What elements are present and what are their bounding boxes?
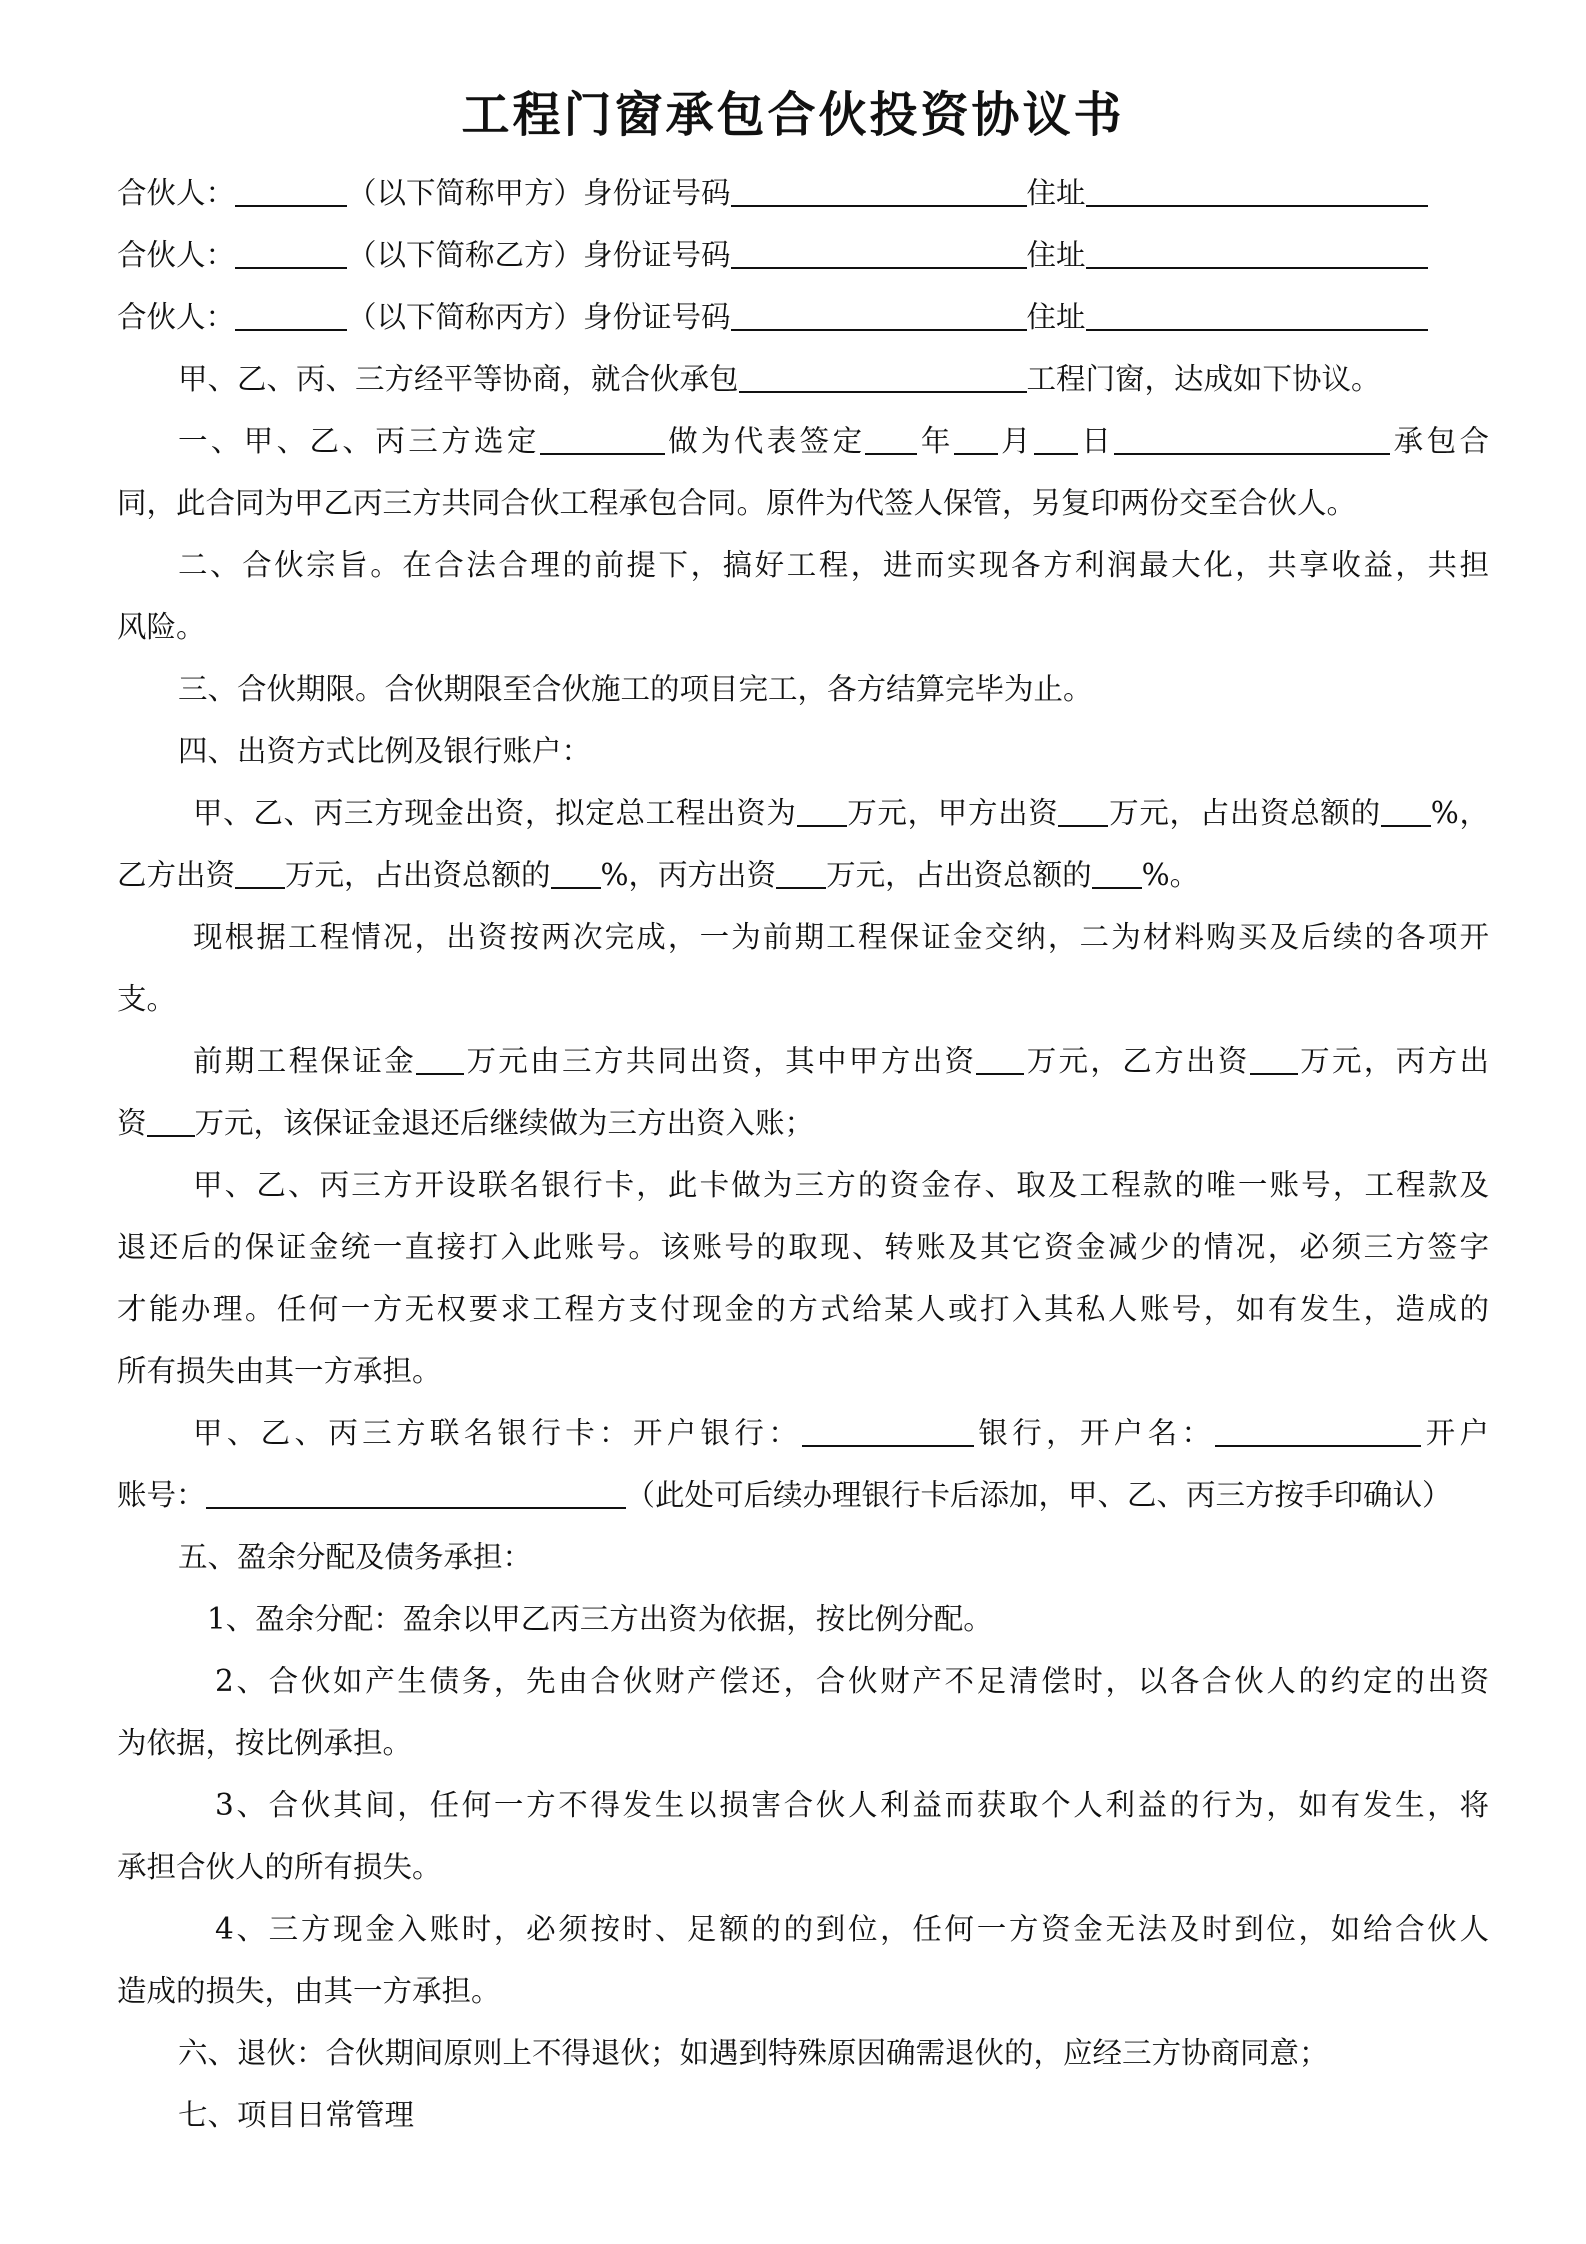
- section-4-p1-line-2: 乙方出资 万元，占出资总额的 %，丙方出资 万元，占出资总额的 %。: [117, 858, 1200, 892]
- account-number-blank[interactable]: [206, 1477, 626, 1509]
- bank-name-blank[interactable]: [802, 1415, 974, 1447]
- yi-percent-blank[interactable]: [551, 857, 601, 889]
- deposit-total-blank[interactable]: [416, 1043, 464, 1075]
- section-4-p4-line-3: 才能办理。任何一方无权要求工程方支付现金的方式给某人或打入其私人账号，如有发生，造成的: [117, 1292, 1489, 1326]
- section-2-line-2: 风险。: [117, 610, 206, 644]
- document-body: [117, 162, 1489, 2146]
- yi-investment-blank[interactable]: [235, 857, 285, 889]
- section-6: 六、退伙：合伙期间原则上不得退伙；如遇到特殊原因确需退伙的，应经三方协商同意；: [178, 2036, 1329, 2070]
- section-4-p3-line-2: 资 万元，该保证金退还后继续做为三方出资入账；: [117, 1106, 815, 1140]
- section-1-line-2: 同，此合同为甲乙丙三方共同合伙工程承包合同。原件为代签人保管，另复印两份交至合伙人。: [117, 486, 1357, 520]
- address-blank[interactable]: [1086, 237, 1428, 269]
- name-blank[interactable]: [235, 237, 347, 269]
- year-blank[interactable]: [865, 423, 917, 455]
- day-blank[interactable]: [1034, 423, 1078, 455]
- id-number-blank[interactable]: [731, 237, 1027, 269]
- project-name-blank[interactable]: [739, 361, 1027, 393]
- party-row-jia: 合伙人： （以下简称甲方）身份证号码 住址: [117, 162, 1489, 224]
- name-blank[interactable]: [235, 175, 347, 207]
- section-5-item-4-line-1: 4、三方现金入账时，必须按时、足额的的到位，任何一方资金无法及时到位，如给合伙人: [215, 1912, 1489, 1946]
- deposit-yi-blank[interactable]: [1250, 1043, 1298, 1075]
- section-1-line-1: 一、甲、乙、丙三方选定 做为代表签定 年 月 日 承包合: [178, 424, 1489, 458]
- name-blank[interactable]: [235, 299, 347, 331]
- deposit-bing-blank[interactable]: [147, 1105, 195, 1137]
- contract-name-blank[interactable]: [1114, 423, 1390, 455]
- section-5-item-3-line-2: 承担合伙人的所有损失。: [117, 1850, 442, 1884]
- section-5-item-3-line-1: 3、合伙其间，任何一方不得发生以损害合伙人利益而获取个人利益的行为，如有发生，将: [215, 1788, 1489, 1822]
- section-4-p5-line-2: 账号： （此处可后续办理银行卡后添加，甲、乙、丙三方按手印确认）: [117, 1478, 1452, 1512]
- section-3: 三、合伙期限。合伙期限至合伙施工的项目完工，各方结算完毕为止。: [178, 672, 1093, 706]
- section-5-item-4-line-2: 造成的损失，由其一方承担。: [117, 1974, 501, 2008]
- intro-paragraph: 甲、乙、丙、三方经平等协商，就合伙承包 工程门窗，达成如下协议。: [178, 362, 1381, 396]
- section-7-heading: 七、项目日常管理: [178, 2098, 415, 2132]
- address-blank[interactable]: [1086, 175, 1428, 207]
- section-4-p2-line-2: 支。: [117, 982, 177, 1016]
- section-4-p4-line-1: 甲、乙、丙三方开设联名银行卡，此卡做为三方的资金存、取及工程款的唯一账号，工程款及: [193, 1168, 1489, 1202]
- party-row-yi: 合伙人： （以下简称乙方）身份证号码 住址: [117, 224, 1489, 286]
- section-4-p2-line-1: 现根据工程情况，出资按两次完成，一为前期工程保证金交纳，二为材料购买及后续的各项开: [193, 920, 1489, 954]
- page-title: 工程门窗承包合伙投资协议书: [461, 87, 1125, 143]
- deposit-jia-blank[interactable]: [976, 1043, 1024, 1075]
- account-name-blank[interactable]: [1215, 1415, 1421, 1447]
- section-5-item-2-line-2: 为依据，按比例承担。: [117, 1726, 413, 1760]
- section-4-p3-line-1: 前期工程保证金 万元由三方共同出资，其中甲方出资 万元，乙方出资 万元，丙方出: [193, 1044, 1489, 1078]
- section-4-p4-line-2: 退还后的保证金统一直接打入此账号。该账号的取现、转账及其它资金减少的情况，必须三方签字: [117, 1230, 1489, 1264]
- bing-percent-blank[interactable]: [1092, 857, 1142, 889]
- party-row-bing: 合伙人： （以下简称丙方）身份证号码 住址: [117, 286, 1489, 348]
- section-2-line-1: 二、合伙宗旨。在合法合理的前提下，搞好工程，进而实现各方利润最大化，共享收益，共担: [178, 548, 1489, 582]
- month-blank[interactable]: [954, 423, 998, 455]
- jia-investment-blank[interactable]: [1058, 795, 1108, 827]
- section-4-p5-line-1: 甲、乙、丙三方联名银行卡：开户银行： 银行，开户名： 开户: [193, 1416, 1489, 1450]
- id-number-blank[interactable]: [731, 299, 1027, 331]
- section-4-heading: 四、出资方式比例及银行账户：: [178, 734, 592, 768]
- jia-percent-blank[interactable]: [1381, 795, 1431, 827]
- section-4-p4-line-4: 所有损失由其一方承担。: [117, 1354, 442, 1388]
- representative-blank[interactable]: [540, 423, 665, 455]
- id-number-blank[interactable]: [731, 175, 1027, 207]
- address-blank[interactable]: [1086, 299, 1428, 331]
- section-5-heading: 五、盈余分配及债务承担：: [178, 1540, 533, 1574]
- section-4-p1-line-1: 甲、乙、丙三方现金出资，拟定总工程出资为 万元，甲方出资 万元，占出资总额的 %，: [193, 796, 1489, 830]
- section-5-item-1: 1、盈余分配：盈余以甲乙丙三方出资为依据，按比例分配。: [207, 1602, 993, 1636]
- section-5-item-2-line-1: 2、合伙如产生债务，先由合伙财产偿还，合伙财产不足清偿时，以各合伙人的约定的出资: [215, 1664, 1489, 1698]
- total-investment-blank[interactable]: [797, 795, 847, 827]
- bing-investment-blank[interactable]: [776, 857, 826, 889]
